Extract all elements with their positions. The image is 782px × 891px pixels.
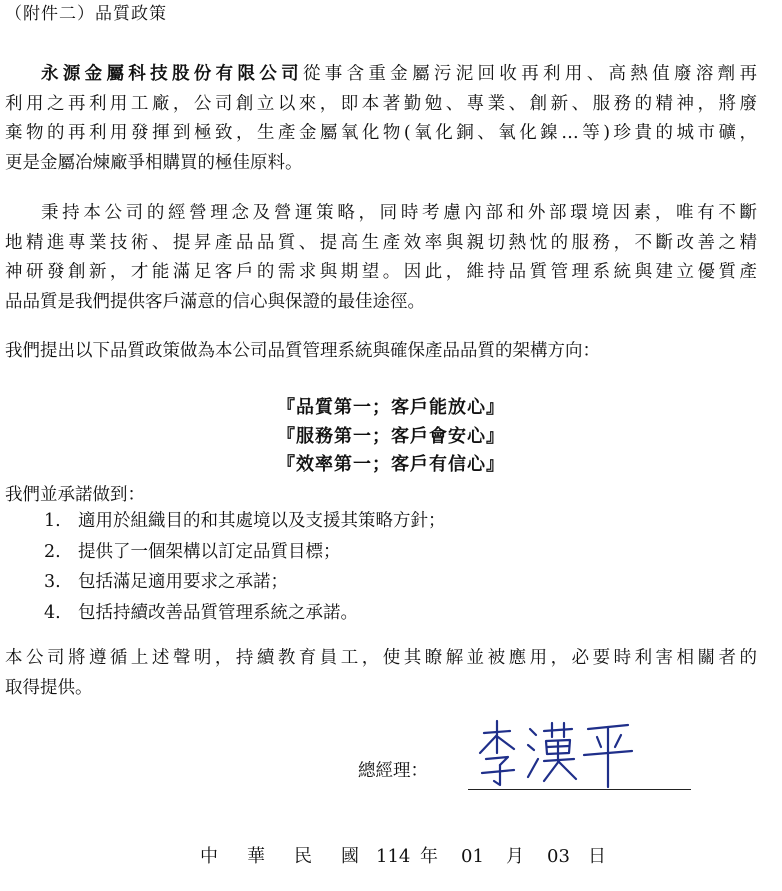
- slogan-efficiency: 『效率第一；客戶有信心』: [277, 454, 505, 475]
- company-name: 永源金屬科技股份有限公司: [41, 64, 303, 84]
- signature-line: [468, 789, 691, 790]
- paragraph-intro: [5, 60, 757, 178]
- slogan-quality: 『品質第一；客戶能放心』: [277, 397, 505, 418]
- list-item: 4. 包括持續改善品質管理系統之承諾。: [44, 602, 358, 623]
- policy-slogans: [0, 394, 782, 480]
- closing-line-2: 取得提供。: [5, 677, 93, 698]
- intro-line-1: 永源金屬科技股份有限公司從事含重金屬污泥回收再利用、高熱值廢溶劑再: [41, 64, 757, 84]
- philosophy-line-2: 地精進專業技術、提昇產品品質、提高生產效率與親切熱忱的服務，不斷改善之精: [5, 232, 757, 253]
- commitment-list: [44, 506, 446, 628]
- handwritten-signature: [470, 715, 640, 790]
- intro-line-4: 更是金屬冶煉廠爭相購買的極佳原料。: [5, 152, 303, 173]
- intro-line-2: 利用之再利用工廠，公司創立以來，即本著勤勉、專業、創新、服務的精神，將廢: [5, 93, 757, 114]
- list-item: 1. 適用於組織目的和其處境以及支援其策略方針；: [44, 511, 446, 531]
- document-date: 中 華 民 國 114 年 01 月 03 日: [200, 846, 606, 867]
- closing-line-1: 本公司將遵循上述聲明，持續教育員工，使其瞭解並被應用，必要時利害相關者的: [5, 648, 757, 668]
- general-manager-label: 總經理：: [358, 761, 428, 781]
- paragraph-policy-intro: 我們提出以下品質政策做為本公司品質管理系統與確保產品品質的架構方向：: [5, 341, 600, 361]
- paragraph-philosophy: [5, 199, 757, 317]
- philosophy-line-3: 神研發創新，才能滿足客戶的需求與期望。因此，維持品質管理系統與建立優質產: [5, 262, 757, 282]
- list-item: 3. 包括滿足適用要求之承諾；: [44, 572, 288, 592]
- slogan-service: 『服務第一；客戶會安心』: [277, 425, 505, 447]
- commitment-title: 我們並承諾做到：: [5, 485, 145, 505]
- intro-line-3: 棄物的再利用發揮到極致，生產金屬氧化物(氧化銅、氧化鎳…等)珍貴的城市礦，: [5, 123, 757, 143]
- philosophy-line-1: 秉持本公司的經營理念及營運策略，同時考慮內部和外部環境因素，唯有不斷: [41, 203, 757, 223]
- document-heading: （附件二）品質政策: [5, 4, 167, 24]
- paragraph-closing: [5, 644, 757, 703]
- philosophy-line-4: 品品質是我們提供客戶滿意的信心與保證的最佳途徑。: [5, 291, 425, 312]
- list-item: 2. 提供了一個架構以訂定品質目標；: [44, 541, 341, 562]
